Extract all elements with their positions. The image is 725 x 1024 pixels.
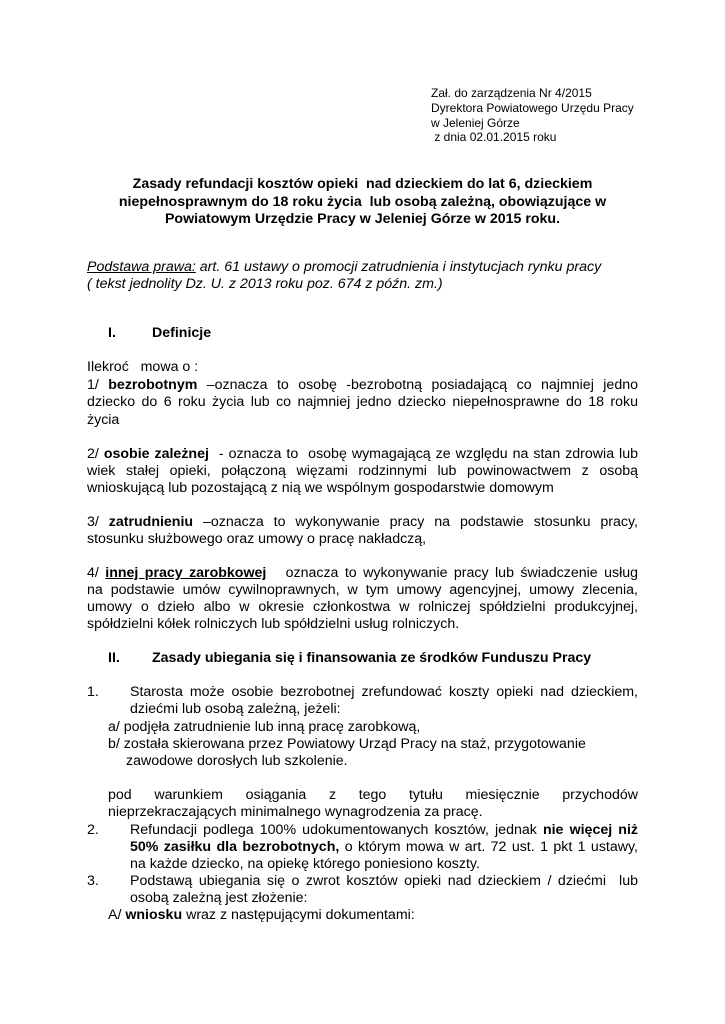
item3-sub-prefix: A/ bbox=[108, 907, 126, 923]
item3-sub-term: wniosku bbox=[125, 907, 183, 923]
item2-text-1: Refundacji podlega 100% udokumentowanych kosztów, jednak bbox=[130, 822, 543, 838]
item1-sub-b-line-2: zawodowe dorosłych lub szkolenie. bbox=[126, 753, 348, 769]
def2-prefix: 2/ bbox=[87, 446, 104, 462]
def1-prefix: 1/ bbox=[87, 377, 109, 393]
def1-term: bezrobotnym bbox=[108, 377, 198, 393]
def3-line-1 bbox=[87, 513, 638, 531]
def1-text-1: –oznacza to osobę -bezrobotną posiadającą co najmniej jedno bbox=[197, 377, 638, 393]
title-line-3: Powiatowym Urzędzie Pracy w Jeleniej Górze w 2015 roku. bbox=[164, 211, 561, 227]
item2-bold-1: nie więcej niż bbox=[542, 822, 638, 838]
section1-number: I. bbox=[108, 325, 116, 341]
def2-line-2: wiek stałej opieki, połączoną więzami rodzinnymi lub powinowactwem z osobą bbox=[87, 463, 638, 479]
item3-number: 3. bbox=[87, 873, 99, 889]
title-line-2: niepełnosprawnym do 18 roku życia lub osobą zależną, obowiązujące w bbox=[118, 194, 607, 210]
header-line-2: Dyrektora Powiatowego Urzędu Pracy bbox=[431, 101, 634, 115]
item3-sub-text: wraz z następującymi dokumentami: bbox=[182, 907, 415, 923]
item1-line-2: dziećmi lub osobą zależną, jeżeli: bbox=[130, 701, 341, 717]
def4-line-1 bbox=[87, 564, 638, 582]
item1-condition-line-2: nieprzekraczających minimalnego wynagrodzenia za pracę. bbox=[108, 804, 483, 820]
def1-line-3: życia bbox=[87, 412, 120, 428]
item1-sub-a: a/ podjęła zatrudnienie lub inną pracę zarobkową, bbox=[108, 719, 421, 735]
item2-bold-2: 50% zasiłku dla bezrobotnych, bbox=[130, 839, 340, 855]
def4-line-3: umowy o dzieło albo w okresie członkostwa w rolniczej spółdzielni produkcyjnej, bbox=[87, 599, 638, 615]
item3-sub-a bbox=[108, 906, 415, 924]
legal-basis-text-1: art. 61 ustawy o promocji zatrudnienia i instytucjach rynku pracy bbox=[195, 259, 602, 275]
section1-title: Definicje bbox=[152, 325, 212, 341]
def1-line-2: dziecko do 6 roku życia lub co najmniej jedno dziecko niepełnosprawne do 18 roku bbox=[87, 394, 638, 410]
item3-line-2: osobą zależną jest złożenie: bbox=[130, 890, 308, 906]
item2-number: 2. bbox=[87, 822, 99, 838]
legal-basis-line-1 bbox=[87, 258, 601, 276]
def2-line-1 bbox=[87, 445, 638, 463]
header-line-4: z dnia 02.01.2015 roku bbox=[431, 130, 557, 144]
header-line-1: Zał. do zarządzenia Nr 4/2015 bbox=[431, 86, 592, 100]
item1-number: 1. bbox=[87, 684, 99, 700]
def4-text-1: oznacza to wykonywanie pracy lub świadczenie usług bbox=[266, 565, 638, 581]
item1-sub-b-line-1: b/ została skierowana przez Powiatowy Urząd Pracy na staż, przygotowanie bbox=[108, 736, 586, 752]
item2-text-2: o którym mowa w art. 72 ust. 1 pkt 1 ustawy, bbox=[339, 839, 638, 855]
section2-number: II. bbox=[108, 650, 120, 666]
item1-condition-line-1: pod warunkiem osiągania z tego tytułu miesięcznie przychodów bbox=[108, 787, 638, 803]
def4-term: innej pracy zarobkowej bbox=[105, 565, 267, 581]
legal-basis-line-2: ( tekst jednolity Dz. U. z 2013 roku poz. 674 z późn. zm.) bbox=[87, 276, 443, 292]
def4-line-2: na podstawie umów cywilnoprawnych, w tym umowy agencyjnej, umowy zlecenia, bbox=[87, 582, 638, 598]
def3-term: zatrudnieniu bbox=[108, 514, 194, 530]
def4-prefix: 4/ bbox=[87, 565, 106, 581]
def4-line-4: spółdzielni kółek rolniczych lub spółdzielni usług rolniczych. bbox=[87, 616, 460, 632]
def2-term: osobie zależnej bbox=[103, 446, 209, 462]
def3-text-1: –oznacza to wykonywanie pracy na podstawie stosunku pracy, bbox=[193, 514, 639, 530]
def2-text-1: - oznacza to osobę wymagającą ze względu na stan zdrowia lub bbox=[208, 446, 638, 462]
def3-line-2: stosunku służbowego oraz umowy o pracę nakładczą, bbox=[87, 531, 427, 547]
def2-line-3: wnioskującą lub pozostającą z nią we wspólnym gospodarstwie domowym bbox=[87, 480, 554, 496]
section2-title: Zasady ubiegania się i finansowania ze środków Funduszu Pracy bbox=[152, 650, 592, 666]
def1-line-1 bbox=[87, 376, 638, 394]
legal-basis-label: Podstawa prawa: bbox=[87, 259, 196, 275]
title-line-1: Zasady refundacji kosztów opieki nad dzieckiem do lat 6, dzieckiem bbox=[132, 176, 593, 192]
item2-line-2 bbox=[130, 838, 638, 856]
header-line-3: w Jeleniej Górze bbox=[431, 116, 520, 130]
def3-prefix: 3/ bbox=[87, 514, 109, 530]
item2-line-1 bbox=[130, 821, 638, 839]
intro-text: Ilekroć mowa o : bbox=[87, 359, 199, 375]
item3-line-1: Podstawą ubiegania się o zwrot kosztów opieki nad dzieckiem / dziećmi lub bbox=[130, 873, 638, 889]
item2-line-3: na każde dziecko, na opiekę którego poniesiono koszty. bbox=[130, 856, 480, 872]
item1-line-1: Starosta może osobie bezrobotnej zrefundować koszty opieki nad dzieckiem, bbox=[130, 684, 638, 700]
